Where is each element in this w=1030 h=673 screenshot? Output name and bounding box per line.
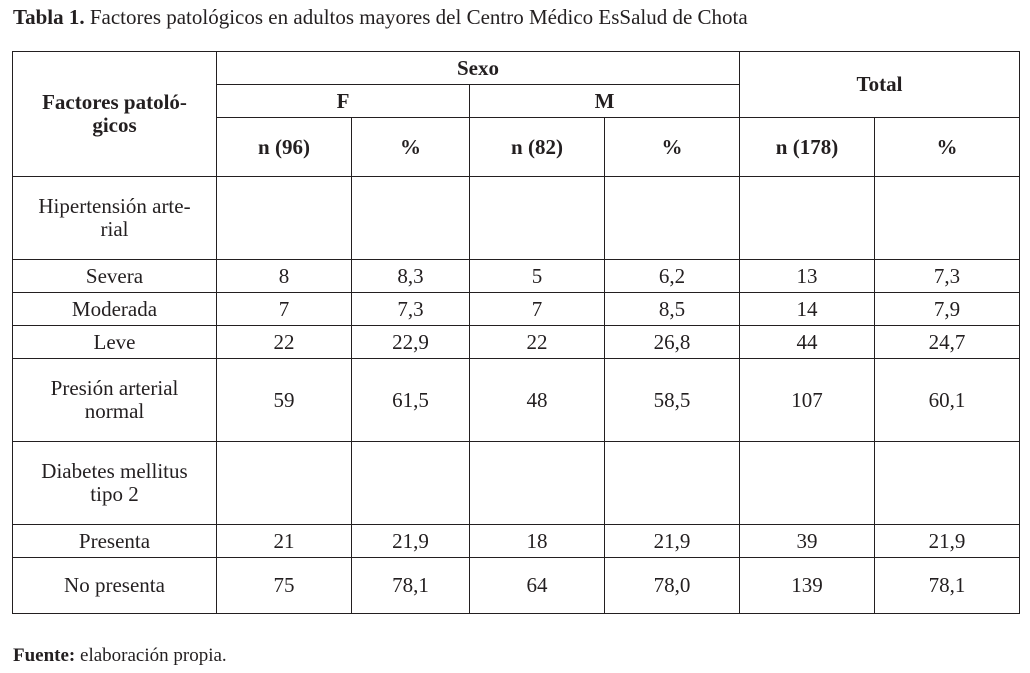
table-cell: [740, 177, 875, 260]
table-cell: 22: [217, 326, 352, 359]
row-label-line1: Diabetes mellitus: [41, 459, 188, 483]
table-cell: [470, 442, 605, 525]
table-cell: 7,3: [352, 293, 470, 326]
table-cell: 44: [740, 326, 875, 359]
table-cell: 24,7: [875, 326, 1020, 359]
caption-label: Tabla 1.: [13, 5, 85, 29]
table-cell: [605, 442, 740, 525]
row-label: [13, 326, 217, 359]
row-label: [13, 293, 217, 326]
header-col-f-pct: %: [352, 118, 470, 177]
table-cell: 58,5: [605, 359, 740, 442]
table-row: [13, 177, 1020, 260]
table-cell: 21,9: [875, 525, 1020, 558]
row-label: [13, 525, 217, 558]
row-label-line1: Moderada: [71, 296, 158, 321]
caption-text: Factores patológicos en adultos mayores del Centro Médico EsSalud de Chota: [89, 5, 748, 29]
row-label: [13, 442, 217, 525]
table-cell: [217, 442, 352, 525]
row-label-line1: Severa: [85, 263, 144, 288]
table-row: [13, 359, 1020, 442]
table-cell: [217, 177, 352, 260]
table-cell: 39: [740, 525, 875, 558]
table-cell: [352, 442, 470, 525]
table-cell: 21,9: [352, 525, 470, 558]
table-cell: 107: [740, 359, 875, 442]
table-source: [13, 644, 227, 668]
table-cell: 78,1: [352, 558, 470, 614]
table-cell: 75: [217, 558, 352, 614]
table-cell: 8,5: [605, 293, 740, 326]
row-label-line1: No presenta: [64, 573, 165, 597]
table-cell: 8: [217, 260, 352, 293]
table-cell: 8,3: [352, 260, 470, 293]
table-cell: 7,9: [875, 293, 1020, 326]
table-cell: 7: [217, 293, 352, 326]
table-cell: 22,9: [352, 326, 470, 359]
header-col-m-pct: %: [605, 118, 740, 177]
row-label: [13, 558, 217, 614]
table-cell: 139: [740, 558, 875, 614]
table-cell: 7,3: [875, 260, 1020, 293]
row-label: [13, 260, 217, 293]
table-row: [13, 442, 1020, 525]
table-cell: [605, 177, 740, 260]
row-label-line1: Hipertensión arte-: [38, 194, 191, 218]
header-row-label: [13, 52, 217, 177]
table-row: [13, 558, 1020, 614]
table-row: [13, 525, 1020, 558]
header-col-f-n: n (96): [217, 118, 352, 177]
header-row-label-line2: gicos: [92, 113, 137, 137]
table-cell: 64: [470, 558, 605, 614]
table-cell: 78,0: [605, 558, 740, 614]
table-row: [13, 326, 1020, 359]
table-row: [13, 260, 1020, 293]
table-cell: 59: [217, 359, 352, 442]
table-cell: 18: [470, 525, 605, 558]
header-m: M: [470, 85, 740, 118]
table-cell: 22: [470, 326, 605, 359]
table-cell: [352, 177, 470, 260]
table-cell: 7: [470, 293, 605, 326]
table-cell: 61,5: [352, 359, 470, 442]
header-total: Total: [740, 52, 1020, 118]
table-cell: 48: [470, 359, 605, 442]
row-label-line1: Presión arterial: [50, 376, 179, 400]
pathological-factors-table: [12, 51, 1020, 614]
row-label: [13, 359, 217, 442]
table-row: [13, 293, 1020, 326]
table-cell: 14: [740, 293, 875, 326]
table-cell: 13: [740, 260, 875, 293]
table-cell: [875, 442, 1020, 525]
header-f: F: [217, 85, 470, 118]
source-text: elaboración propia.: [80, 645, 227, 666]
table-cell: 6,2: [605, 260, 740, 293]
table-cell: 60,1: [875, 359, 1020, 442]
source-label: Fuente:: [13, 645, 76, 666]
header-sexo: Sexo: [217, 52, 740, 85]
header-col-m-n: n (82): [470, 118, 605, 177]
header-row-label-line1: Factores patoló-: [42, 90, 187, 114]
row-label-line1: Leve: [93, 329, 136, 354]
table-cell: [740, 442, 875, 525]
header-col-total-pct: %: [875, 118, 1020, 177]
row-label-line1: Presenta: [78, 528, 151, 553]
table-cell: 26,8: [605, 326, 740, 359]
row-label-line2: tipo 2: [90, 482, 139, 506]
row-label: [13, 177, 217, 260]
table-cell: 21,9: [605, 525, 740, 558]
table-body: [13, 177, 1020, 614]
table-cell: [470, 177, 605, 260]
table-cell: 78,1: [875, 558, 1020, 614]
row-label-line2: normal: [84, 399, 145, 423]
table-cell: 5: [470, 260, 605, 293]
header-col-total-n: n (178): [740, 118, 875, 177]
table-caption: [13, 4, 748, 30]
table-cell: 21: [217, 525, 352, 558]
row-label-line2: rial: [100, 217, 129, 241]
table-cell: [875, 177, 1020, 260]
